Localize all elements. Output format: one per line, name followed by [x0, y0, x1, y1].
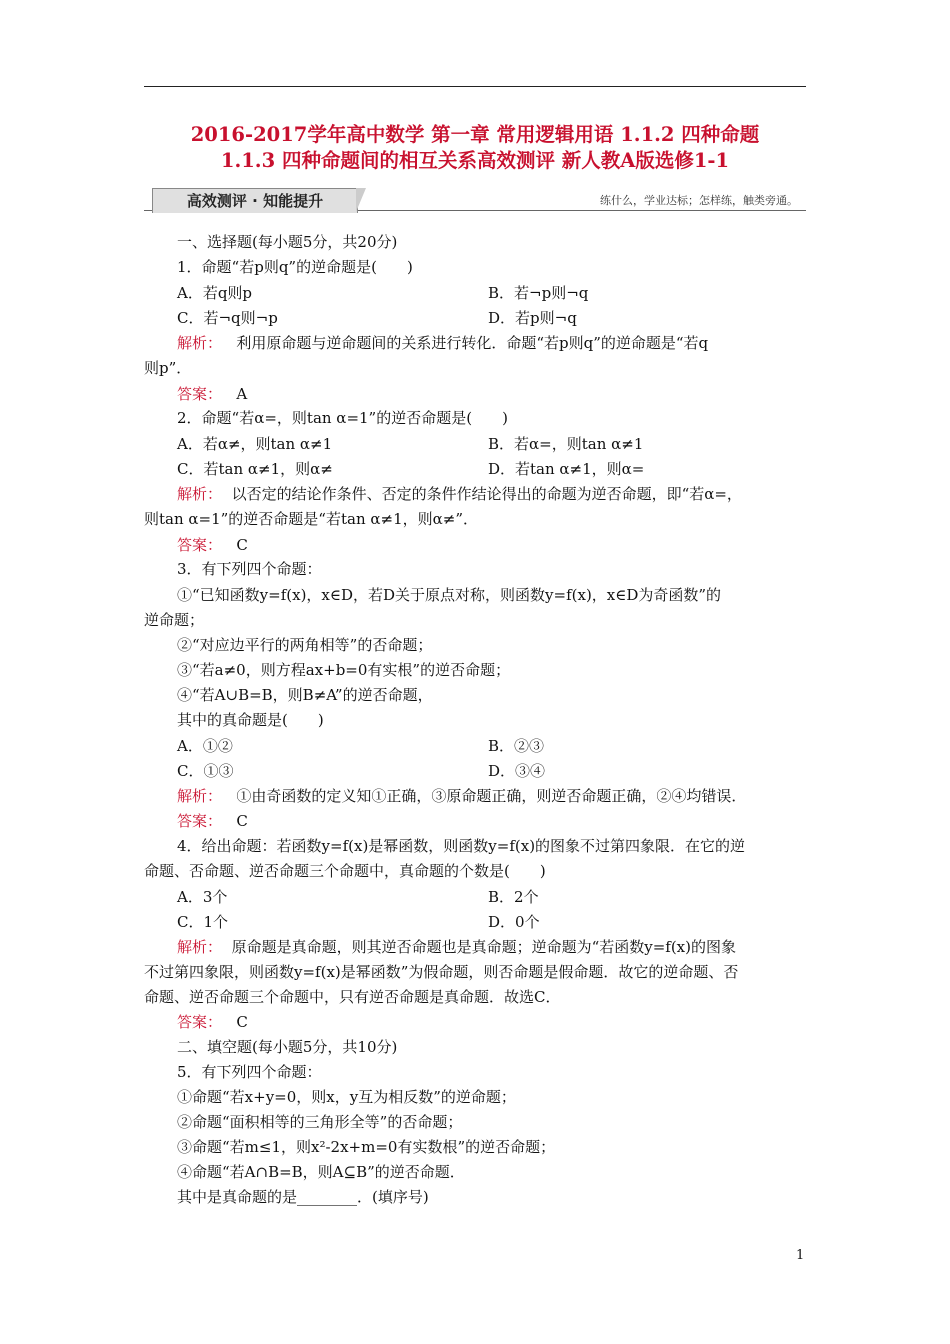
- question-ask: 其中是真命题的是________．(填序号): [177, 1188, 429, 1206]
- option-c: C．①③: [177, 762, 234, 780]
- answer: [177, 811, 248, 831]
- analysis-continued: 则p”．: [144, 359, 192, 377]
- statement-3: ③命题“若m≤1，则x²-2x+m=0有实数根”的逆否命题；: [177, 1138, 556, 1156]
- option-b: B．若α=，则tan α≠1: [488, 435, 644, 453]
- question-stem: 4．给出命题：若函数y=f(x)是幂函数，则函数y=f(x)的图象不过第四象限．在它的逆: [177, 837, 746, 855]
- banner-tab: 高效测评 · 知能提升: [152, 188, 358, 213]
- answer-label: 答案：: [177, 812, 223, 830]
- question-stem: 5．有下列四个命题：: [177, 1063, 322, 1081]
- analysis-label: 解析：: [177, 938, 223, 956]
- analysis-label: 解析：: [177, 334, 223, 352]
- answer-value: C: [236, 1013, 248, 1031]
- analysis-continued: 不过第四象限，则函数y=f(x)是幂函数”为假命题，则否命题是假命题．故它的逆命题、否: [144, 963, 739, 981]
- option-c: C．若tan α≠1，则α≠: [177, 460, 333, 478]
- analysis-text: 原命题是真命题，则其逆否命题也是真命题；逆命题为“若函数y=f(x)的图象: [231, 938, 736, 956]
- option-b: B．若¬p则¬q: [488, 284, 589, 302]
- option-d: D．若p则¬q: [488, 309, 577, 327]
- answer: [177, 384, 247, 404]
- answer-value: C: [236, 536, 248, 554]
- question-ask: 其中的真命题是( ): [177, 711, 324, 729]
- statement-1: ①“已知函数y=f(x)，x∈D，若D关于原点对称，则函数y=f(x)，x∈D为奇函数”的: [177, 586, 722, 604]
- banner-tab-corner: [356, 188, 366, 212]
- analysis-label: 解析：: [177, 485, 223, 503]
- top-rule: [144, 86, 806, 87]
- question-stem-continued: 命题、否命题、逆否命题三个命题中，真命题的个数是( ): [144, 862, 546, 880]
- statement-1: ①命题“若x+y=0，则x，y互为相反数”的逆命题；: [177, 1088, 516, 1106]
- title-line-2: 1.1.3 四种命题间的相互关系高效测评 新人教A版选修1-1: [220, 149, 730, 172]
- analysis-continued: 命题、逆否命题三个命题中，只有逆否命题是真命题．故选C．: [144, 988, 561, 1006]
- question-stem: 3．有下列四个命题：: [177, 560, 322, 578]
- statement-4: ④命题“若A∩B=B，则A⊆B”的逆否命题．: [177, 1163, 465, 1181]
- question-stem: 2．命题“若α=，则tan α=1”的逆否命题是( ): [177, 409, 508, 427]
- statement-2: ②命题“面积相等的三角形全等”的否命题；: [177, 1113, 463, 1131]
- analysis: [177, 937, 736, 957]
- option-d: D．③④: [488, 762, 546, 780]
- answer: [177, 1012, 248, 1032]
- title-line-1: 2016-2017学年高中数学 第一章 常用逻辑用语 1.1.2 四种命题: [190, 123, 760, 146]
- answer: [177, 535, 248, 555]
- option-d: D．若tan α≠1，则α=: [488, 460, 645, 478]
- answer-value: A: [236, 385, 248, 403]
- analysis: [177, 484, 742, 504]
- section-heading: 一、选择题(每小题5分，共20分): [177, 233, 398, 251]
- document-title: [144, 122, 806, 174]
- option-b: B．②③: [488, 737, 545, 755]
- statement-3: ③“若a≠0，则方程ax+b=0有实根”的逆否命题；: [177, 661, 511, 679]
- section-banner: [144, 188, 806, 214]
- analysis-text: 利用原命题与逆命题间的关系进行转化．命题“若p则q”的逆命题是“若q: [236, 334, 709, 352]
- question-stem: 1．命题“若p则q”的逆命题是( ): [177, 258, 413, 276]
- statement-2: ②“对应边平行的两角相等”的否命题；: [177, 636, 433, 654]
- page-number: 1: [796, 1248, 805, 1263]
- option-c: C．1个: [177, 913, 229, 931]
- answer-label: 答案：: [177, 1013, 223, 1031]
- option-d: D．0个: [488, 913, 540, 931]
- statement-4: ④“若A∪B=B，则B≠A”的逆否命题，: [177, 686, 433, 704]
- section-heading: 二、填空题(每小题5分，共10分): [177, 1038, 398, 1056]
- option-c: C．若¬q则¬p: [177, 309, 278, 327]
- analysis-text: ①由奇函数的定义知①正确，③原命题正确，则逆否命题正确，②④均错误．: [236, 787, 747, 805]
- banner-slogan: 练什么，学业达标；怎样练，触类旁通。: [600, 194, 798, 207]
- option-a: A．若q则p: [177, 284, 253, 302]
- statement-1-continued: 逆命题；: [144, 611, 205, 629]
- option-a: A．若α≠，则tan α≠1: [177, 435, 333, 453]
- analysis-label: 解析：: [177, 787, 223, 805]
- analysis-continued: 则tan α=1”的逆否命题是“若tan α≠1，则α≠”．: [144, 510, 478, 528]
- option-a: A．3个: [177, 888, 228, 906]
- answer-value: C: [236, 812, 248, 830]
- option-b: B．2个: [488, 888, 539, 906]
- answer-label: 答案：: [177, 385, 223, 403]
- option-a: A．①②: [177, 737, 233, 755]
- analysis-text: 以否定的结论作条件、否定的条件作结论得出的命题为逆否命题，即“若α=，: [231, 485, 742, 503]
- analysis: [177, 333, 708, 353]
- answer-label: 答案：: [177, 536, 223, 554]
- analysis: [177, 786, 746, 806]
